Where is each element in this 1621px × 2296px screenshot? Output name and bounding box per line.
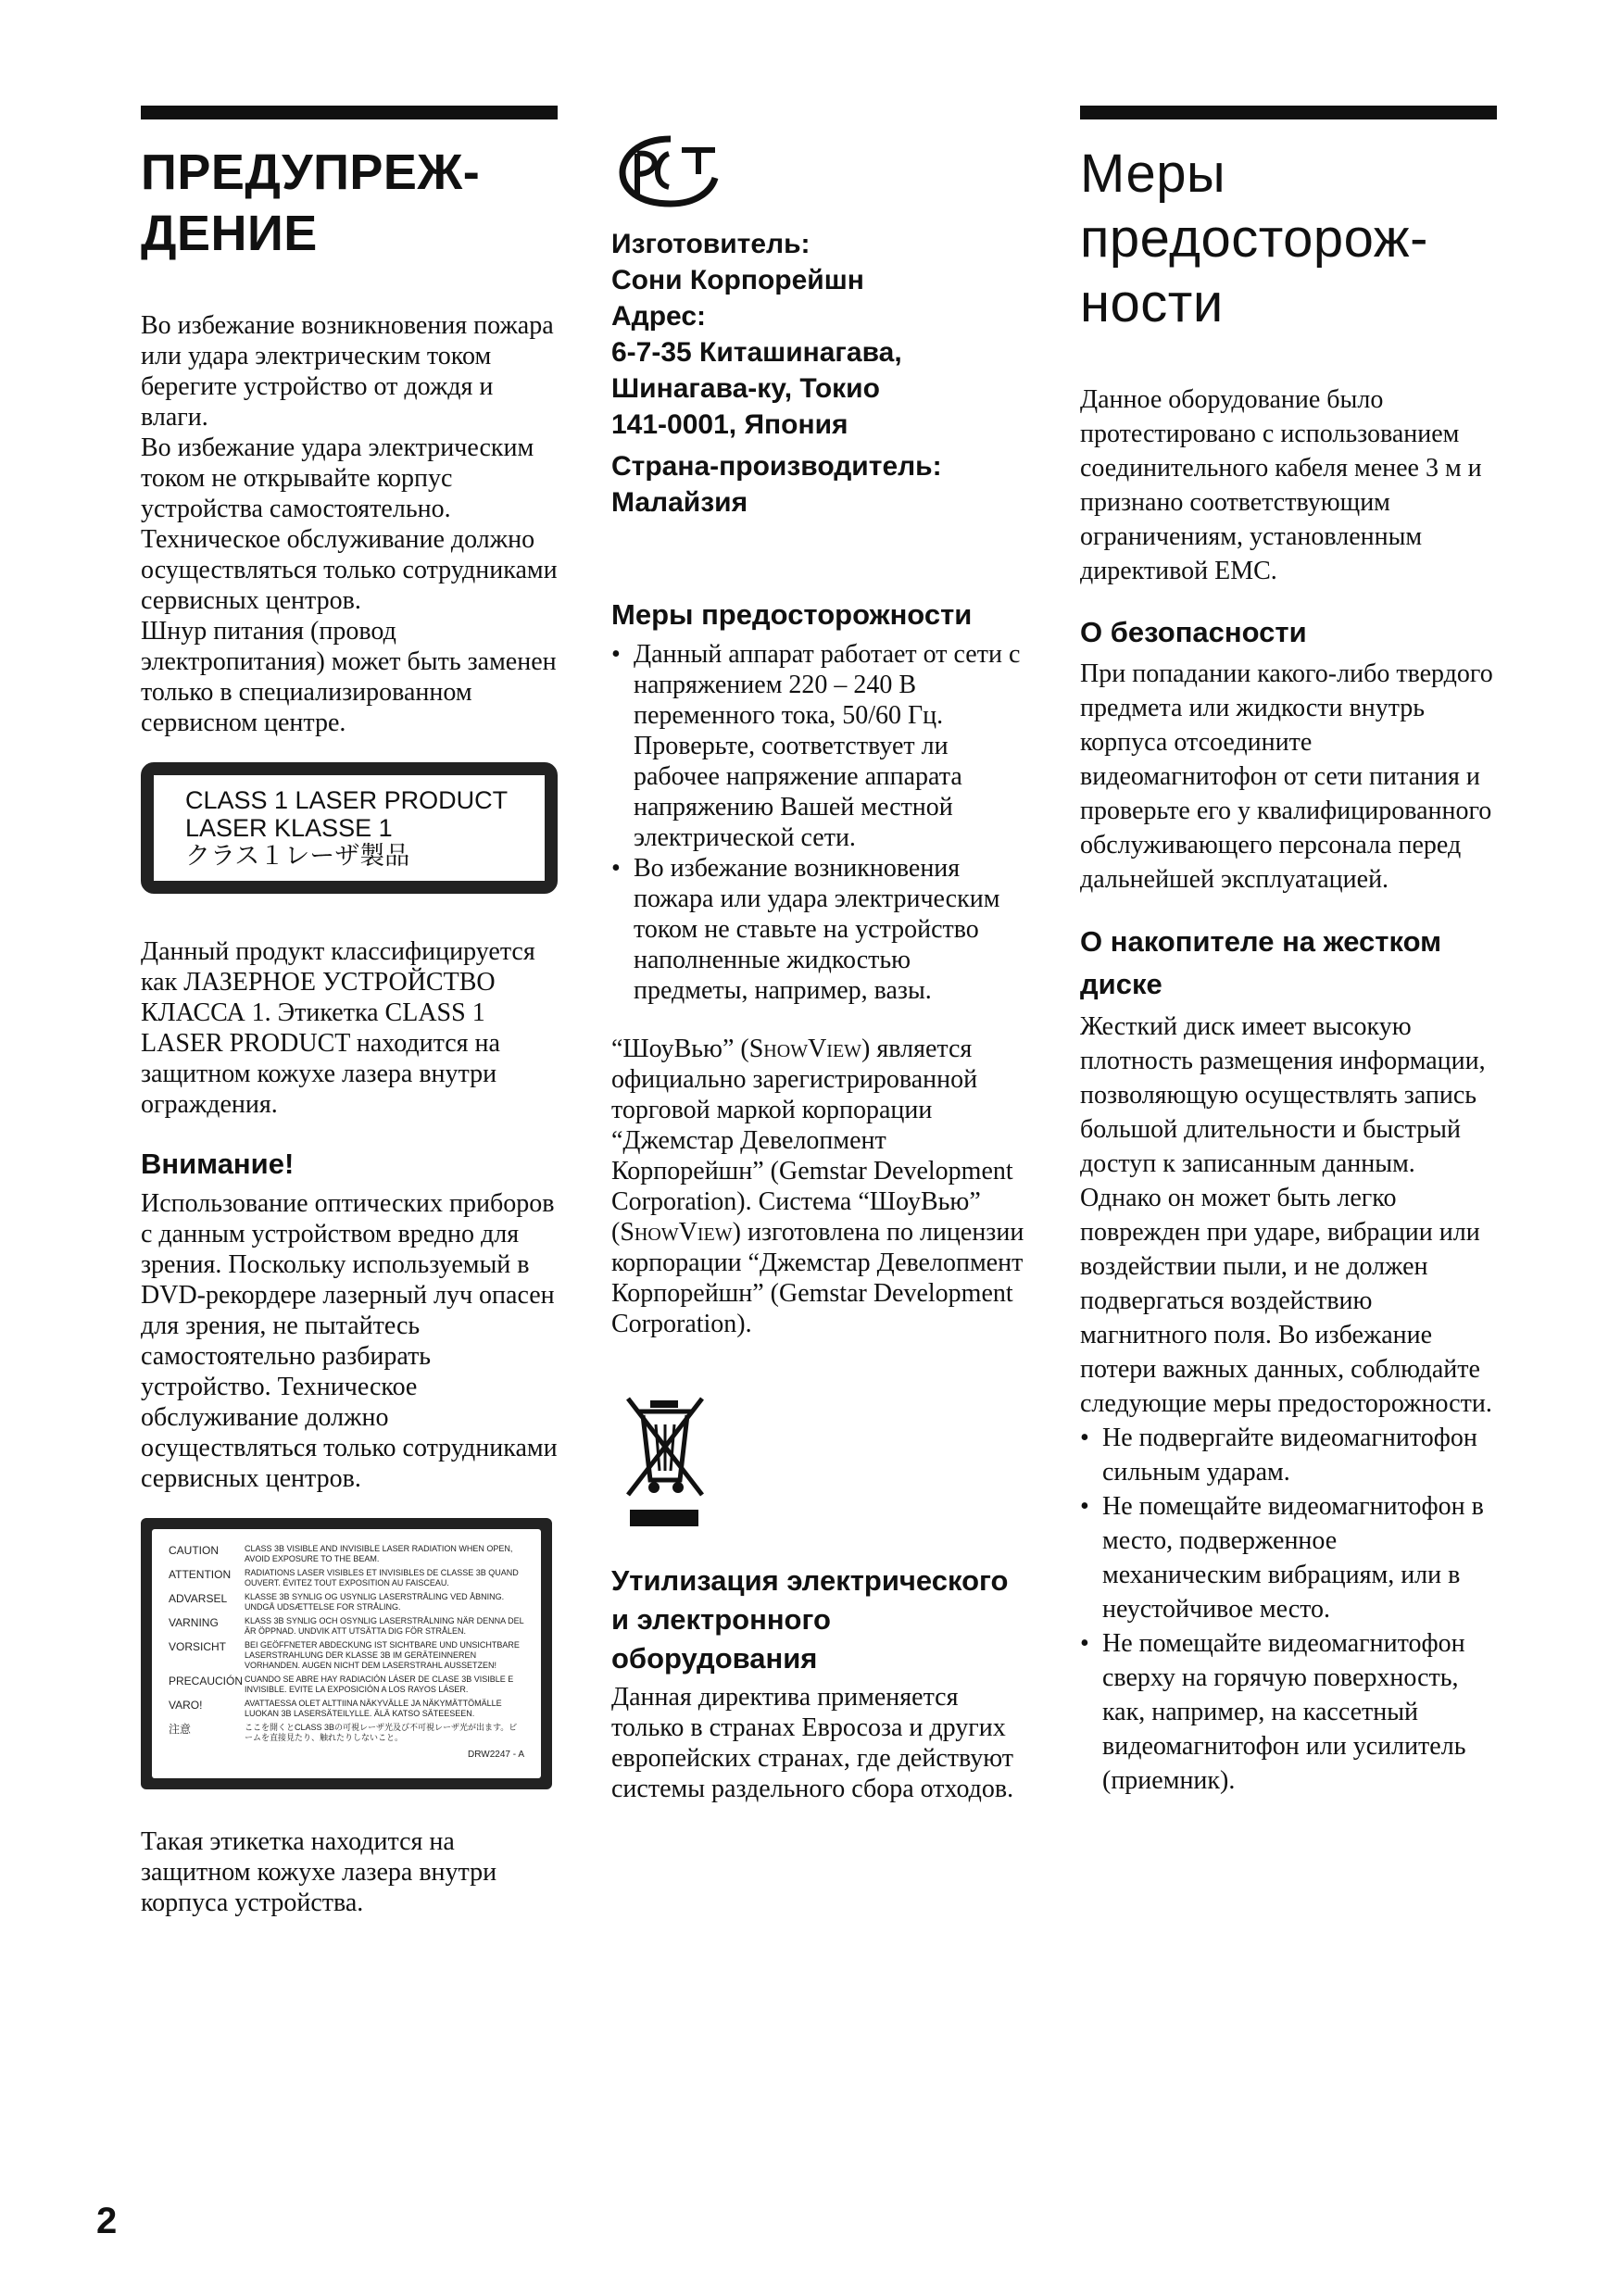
- safety-text: При попадании какого-либо твердого предмета или жидкости внутрь корпуса отсоедините видеомагнитофон от сети питания и проверьте его у квалифицированного обслуживающего персонала перед дальнейшей эксплуатацией.: [1080, 659, 1493, 894]
- hdd-precautions-list: [1080, 1421, 1497, 1798]
- warning-column: [141, 106, 558, 1918]
- hdd-text: Жесткий диск имеет высокую плотность размещения информации, позволяющую осуществлять запись большой длительности и быстрый доступ к записанным данным. Однако он может быть легко поврежден при ударе, вибрации или воздействии пыли, и не должен подвергаться воздействию магнитного поля. Во избежание потери важных данных, соблюдайте следующие меры предосторожности.: [1080, 1012, 1492, 1418]
- showview-part2: ) является официально зарегистрированной торговой маркой корпорации “Джемстар Девелопмент Корпорейшн” (Gemstar Development Corporation). Система “ШоуВью” (: [611, 1035, 1013, 1247]
- caution-label-key: VARO!: [169, 1699, 203, 1712]
- disposal-text: Данная директива применяется только в странах Евросоза и других европейских странах, где действуют системы раздельного сбора отходов.: [611, 1683, 1014, 1803]
- section-rule: [1080, 106, 1497, 119]
- list-item: • Данный аппарат работает от сети с напряжением 220 – 240 В переменного тока, 50/60 Гц. Проверьте, соответствует ли рабочее напряжение аппарата напряжению Вашей местной электрической сети.: [611, 639, 1028, 853]
- disposal-heading: Утилизация электрического и электронного оборудования: [611, 1564, 1009, 1675]
- showview-part3: ) изготовлена по лицензии корпорации “Джемстар Девелопмент Корпорейшн” (Gemstar Development Corporation).: [611, 1218, 1024, 1338]
- caution-label-key: VARNING: [169, 1616, 219, 1629]
- caution-label-key: 注意: [169, 1723, 192, 1736]
- address-line2: Шинагава-ку, Токио: [611, 373, 880, 404]
- caution-label-key: PRECAUCIÓN: [169, 1675, 244, 1687]
- warning-text: Во избежание возникновения пожара или удара электрическим током берегите устройство от дождя и влаги.: [141, 311, 554, 432]
- list-item: • Не помещайте видеомагнитофон в место, подверженное механическим вибрациям, или в неустойчивое место.: [1080, 1489, 1497, 1626]
- warning-text-3: Шнур питания (провод электропитания) может быть заменен только в специализированном сервисном центре.: [141, 617, 557, 737]
- caution-label-row: [169, 1544, 524, 1564]
- country-name: Малайзия: [611, 487, 748, 518]
- caution-caption: Такая этикетка находится на защитном кожухе лазера внутри корпуса устройства.: [141, 1827, 497, 1917]
- caution-label-row: [169, 1699, 524, 1719]
- precautions-title: [1080, 142, 1497, 336]
- caution-label-row: [169, 1616, 524, 1637]
- caution-label-text: RADIATIONS LASER VISIBLES ET INVISIBLES DE CLASSE 3B QUAND OUVERT. ÉVITEZ TOUT EXPOSITION AU FAISCEAU.: [245, 1568, 519, 1587]
- caution-label-code: DRW2247 - A: [468, 1750, 524, 1760]
- weee-crossed-bin-icon: [622, 1391, 715, 1530]
- manufacturer-column: [611, 130, 1028, 1804]
- address-label: Адрес:: [611, 301, 706, 332]
- caution-label-text: AVATTAESSA OLET ALTTIINA NÄKYVÄLLE JA NÄKYMÄTTÖMÄLLE LUOKAN 3B LASERSÄTEILYLLE. ÄLÄ KATSO SÄTEESEEN.: [245, 1699, 502, 1718]
- caution-label-key: ADVARSEL: [169, 1592, 228, 1605]
- laser-class-label: [141, 762, 558, 894]
- precautions-title-line1: Меры: [1080, 144, 1226, 204]
- list-item: • Во избежание возникновения пожара или удара электрическим током не ставьте на устройство наполненные жидкостью предметы, например, вазы.: [611, 853, 1028, 1006]
- warning-title-line1: ПРЕДУПРЕЖ-: [141, 144, 481, 200]
- caution-label-row: [169, 1640, 524, 1671]
- warning-title: [141, 142, 558, 264]
- caution-label-key: VORSICHT: [169, 1640, 227, 1653]
- caution-label-text: KLASS 3B SYNLIG OCH OSYNLIG LASERSTRÅLNING NÄR DENNA DEL ÄR ÖPPNAD. UNDVIK ATT UTSÄTTA DIG FÖR STRÅLEN.: [245, 1616, 524, 1636]
- precautions-heading: Меры предосторожности: [611, 598, 973, 631]
- section-rule: [141, 106, 558, 119]
- caution-label-row: [169, 1568, 524, 1588]
- caution-label-key: CAUTION: [169, 1544, 219, 1557]
- emc-intro: Данное оборудование было протестировано с использованием соединительного кабеля менее 3 м и признано соответствующим ограничениям, установленным директивой EMC.: [1080, 385, 1482, 585]
- caution-label-row: [169, 1592, 524, 1612]
- laser-label-line3: クラス１レーザ製品: [185, 842, 410, 870]
- attention-text: Использование оптических приборов с данным устройством вредно для зрения. Поскольку используемый в DVD-рекордере лазерный луч опасен для зрения, не пытайтесь самостоятельно разбирать устройство. Техническое обслуживание должно осуществляться только сотрудниками сервисных центров.: [141, 1189, 558, 1493]
- caution-label-key: ATTENTION: [169, 1568, 232, 1581]
- manufacturer-name: Сони Корпорейшн: [611, 265, 864, 295]
- warning-title-line2: ДЕНИЕ: [141, 206, 318, 261]
- attention-heading: Внимание!: [141, 1148, 295, 1180]
- precautions-title-line2: предосторож-: [1080, 208, 1428, 269]
- address-line1: 6-7-35 Киташинагава,: [611, 337, 902, 368]
- caution-label-text: BEI GEÖFFNETER ABDECKUNG IST SICHTBARE UND UNSICHTBARE LASERSTRAHLUNG DER KLASSE 3B IM GERÄTEINNEREN VORHANDEN. AUGEN NICHT DEM LASERSTRAHL AUSSETZEN!: [245, 1640, 520, 1670]
- page-number: 2: [96, 2201, 118, 2241]
- caution-label-text: ここを開くとCLASS 3Bの可視レーザ光及び不可視レーザ光が出ます。ビームを直接見たり、触れたりしないこと。: [245, 1723, 518, 1742]
- precautions-column: [1080, 106, 1497, 1798]
- showview-mark: ShowView: [748, 1035, 862, 1063]
- showview-text: [611, 1034, 1028, 1339]
- gost-certification-icon: [615, 130, 735, 213]
- caution-label-row: [169, 1675, 524, 1695]
- caution-label-row: [169, 1723, 524, 1743]
- address-line3: 141-0001, Япония: [611, 409, 848, 440]
- country-label: Страна-производитель:: [611, 451, 942, 482]
- showview-mark-2: ShowView: [620, 1218, 733, 1247]
- caution-label-text: KLASSE 3B SYNLIG OG USYNLIG LASERSTRÅLING VED ÅBNING. UNDGÅ UDSÆTTELSE FOR STRÅLING.: [245, 1592, 505, 1612]
- caution-label-text: CLASS 3B VISIBLE AND INVISIBLE LASER RADIATION WHEN OPEN, AVOID EXPOSURE TO THE BEAM.: [245, 1544, 513, 1563]
- hdd-heading: О накопителе на жестком диске: [1080, 925, 1442, 1000]
- safety-heading: О безопасности: [1080, 616, 1307, 648]
- laser-text: Данный продукт классифицируется как ЛАЗЕРНОЕ УСТРОЙСТВО КЛАССА 1. Этикетка CLASS 1 LASER PRODUCT находится на защитном кожухе лазера внутри ограждения.: [141, 937, 535, 1119]
- warning-text-2: Во избежание удара электрическим током не открывайте корпус устройства самостоятельно. Техническое обслуживание должно осуществляться только сотрудниками сервисных центров.: [141, 433, 558, 615]
- manufacturer-label: Изготовитель:: [611, 229, 810, 259]
- showview-part1: “ШоуВью” (: [611, 1035, 749, 1063]
- laser-label-line1: CLASS 1 LASER PRODUCT: [185, 786, 509, 814]
- precautions-list: [611, 639, 1028, 1006]
- list-item: • Не помещайте видеомагнитофон сверху на горячую поверхность, как, например, на кассетный видеомагнитофон или усилитель (приемник).: [1080, 1626, 1497, 1798]
- caution-label: [141, 1518, 552, 1789]
- caution-label-body: [152, 1529, 541, 1778]
- laser-label-line2: LASER KLASSE 1: [185, 814, 393, 842]
- caution-label-text: CUANDO SE ABRE HAY RADIACIÓN LÁSER DE CLASE 3B VISIBLE E INVISIBLE. EVITE LA EXPOSICIÓN A LOS RAYOS LÁSER.: [245, 1675, 514, 1694]
- list-item: • Не подвергайте видеомагнитофон сильным ударам.: [1080, 1421, 1497, 1489]
- precautions-title-line3: ности: [1080, 273, 1224, 333]
